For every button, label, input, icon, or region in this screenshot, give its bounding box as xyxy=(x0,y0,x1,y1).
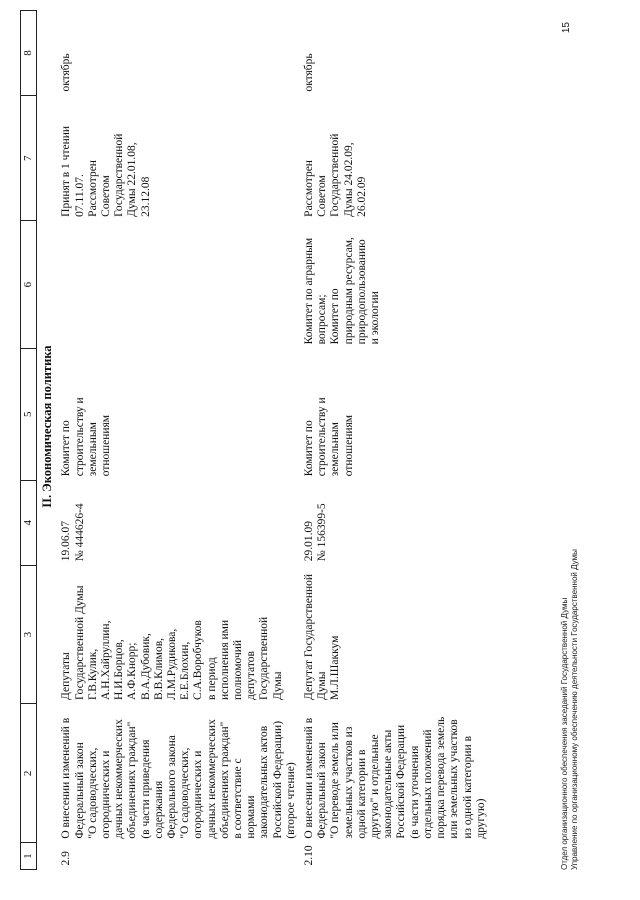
bill-authors: Депутаты Государственной Думы Г.В.Кулик, А.Н.Хайруллин, Н.И.Борцов, А.Ф.Кнорр; В.А.Дубовик, В.В.Климов, Л.М.Рудикова, Е.Е.Блохин, С.А.Воробчуков в период исполнения ими полномочий депутатов Государственной Думы xyxy=(60,585,284,700)
rotated-page xyxy=(20,10,600,870)
planned-month: октябрь xyxy=(303,53,316,92)
responsible-committee: Комитет по строительству и земельным отношениям xyxy=(60,397,113,477)
footer-department: Отдел организационного обеспечения заседаний Государственной Думы xyxy=(560,597,569,870)
bill-title: О внесении изменений в Федеральный закон "О переводе земель или земельных участков из одной категории в другую" и отдельные законодательные акты Российской Федерации (в части уточнения отдельных положений порядка перевода земель или земельных участков из одной категории в другую) xyxy=(303,716,487,839)
section-row xyxy=(37,11,59,870)
bill-title: О внесении изменений в Федеральный закон "О садоводческих, огороднических и дачных некоммерческих объединениях граждан" (в части приведения содержания Федерального закона "О садоводческих, огороднических и дачных некоммерческих объединениях граждан" в соответствие с нормами законодательных актов Российской Федерации) (второе чтение) xyxy=(60,717,297,839)
co-committees xyxy=(58,221,301,349)
registration-info: 29.01.09 № 156399-5 xyxy=(303,503,329,562)
section-title: II. Экономическая политика xyxy=(40,345,55,508)
row-number: 2.10 xyxy=(303,845,316,866)
co-committees: Комитет по аграрным вопросам; Комитет по природным ресурсам, природопользованию и экологии xyxy=(303,237,382,345)
bill-status: Рассмотрен Советом Государственной Думы 24.02.09, 26.02.09 xyxy=(303,133,368,217)
registration-info: 19.06.07 № 444626-4 xyxy=(60,503,86,562)
bill-authors: Депутат Государственной Думы М.Л.Шаккум xyxy=(303,573,342,700)
column-number: 6 xyxy=(21,221,37,349)
column-number: 4 xyxy=(21,480,37,565)
responsible-committee: Комитет по строительству и земельным отношениям xyxy=(303,397,355,477)
bills-table xyxy=(20,10,491,870)
column-number: 7 xyxy=(21,96,37,221)
row-number: 2.9 xyxy=(60,851,73,866)
page-footer xyxy=(560,549,580,870)
table-row xyxy=(301,11,491,870)
column-number: 5 xyxy=(21,348,37,480)
column-number: 1 xyxy=(21,843,37,870)
column-number-row xyxy=(21,11,37,870)
planned-month: октябрь xyxy=(60,53,73,92)
table-row xyxy=(58,11,301,870)
column-number: 3 xyxy=(21,565,37,704)
page-number: 15 xyxy=(561,22,572,34)
column-number: 2 xyxy=(21,704,37,843)
bill-status: Принят в 1 чтении 07.11.07. Рассмотрен Советом Государственной Думы 22.01.08, 23.12.08 xyxy=(60,125,152,217)
footer-directorate: Управление по организационному обеспечению деятельности Государственной Думы xyxy=(570,549,579,870)
column-number: 8 xyxy=(21,11,37,96)
